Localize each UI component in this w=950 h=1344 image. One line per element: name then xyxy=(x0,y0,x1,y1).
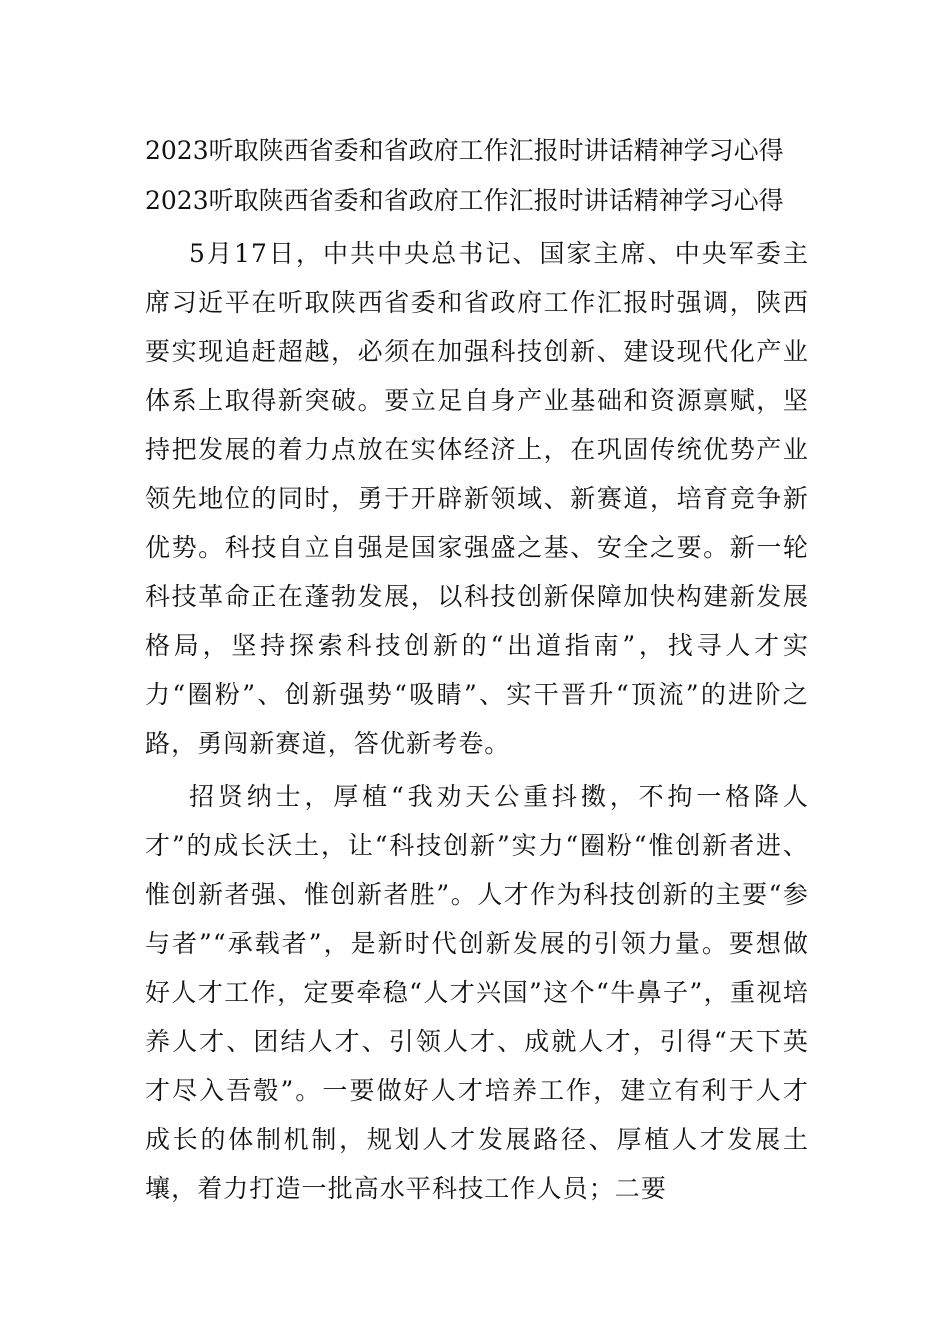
document-title: 2023听取陕西省委和省政府工作汇报时讲话精神学习心得 xyxy=(145,136,784,165)
paragraph-1: 5月17日，中共中央总书记、国家主席、中央军委主席习近平在听取陕西省委和省政府工作汇报时强调，陕西要实现追赶超越，必须在加强科技创新、建设现代化产业体系上取得新突破。要立足自身产业基础和资源禀赋，坚持把发展的着力点放在实体经济上，在巩固传统优势产业领先地位的同时，勇于开辟新领域、新赛道，培育竞争新优势。科技自立自强是国家强盛之基、安全之要。新一轮科技革命正在蓬勃发展，以科技创新保障加快构建新发展格局，坚持探索科技创新的“出道指南”，找寻人才实力“圈粉”、创新强势“吸睛”、实干晋升“顶流”的进阶之路，勇闯新赛道，答优新考卷。 xyxy=(145,239,809,758)
paragraph-2: 招贤纳士，厚植“我劝天公重抖擞，不拘一格降人才”的成长沃土，让“科技创新”实力“圈粉“惟创新者进、惟创新者强、惟创新者胜”。人才作为科技创新的主要“参与者”“承载者”，是新时代创新发展的引领力量。要想做好人才工作，定要牵稳“人才兴国”这个“牛鼻子”，重视培养人才、团结人才、引领人才、成就人才，引得“天下英才尽入吾彀”。一要做好人才培养工作，建立有利于人才成长的体制机制，规划人才发展路径、厚植人才发展土壤，着力打造一批高水平科技工作人员；二要 xyxy=(145,782,809,1203)
document-title-repeat: 2023听取陕西省委和省政府工作汇报时讲话精神学习心得 xyxy=(145,186,784,215)
